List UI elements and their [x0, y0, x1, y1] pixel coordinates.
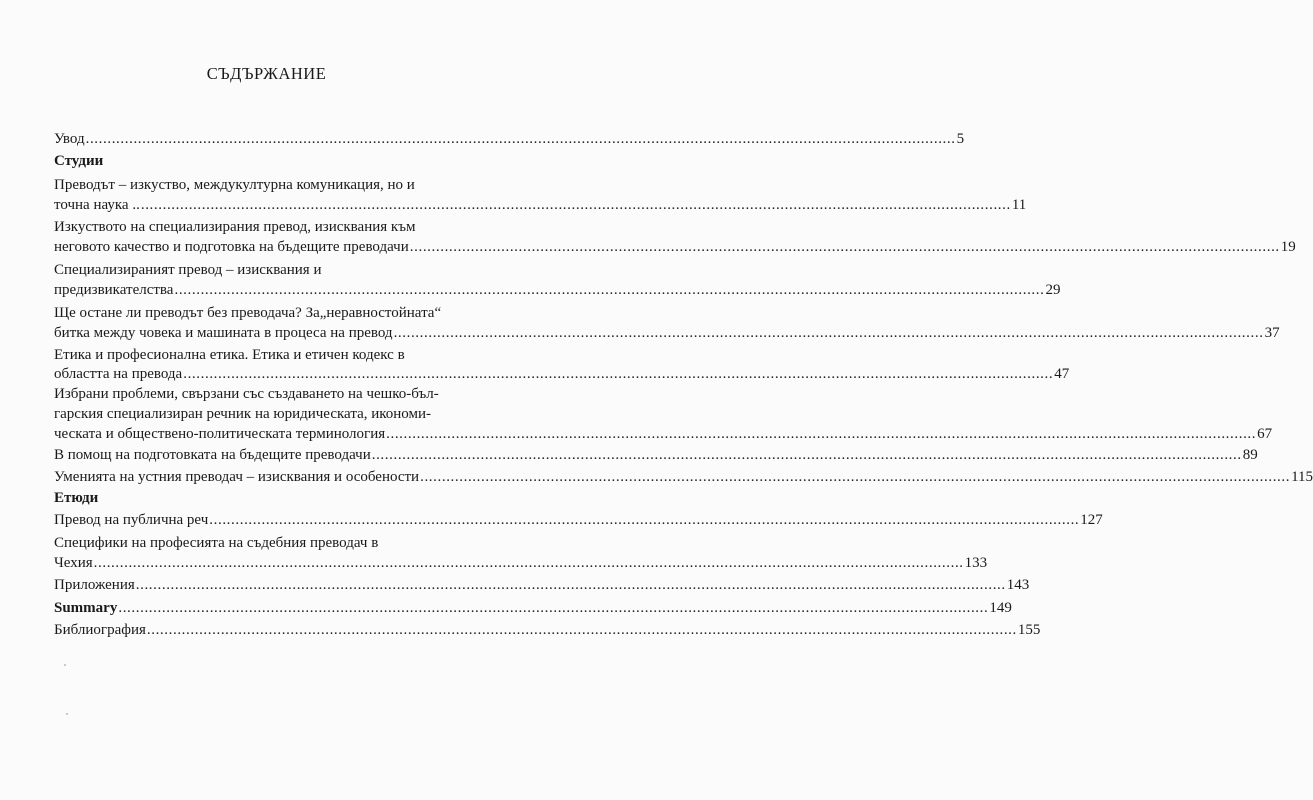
- entry-title: предизвикателства: [54, 282, 174, 298]
- page-number: 5: [956, 131, 965, 147]
- dot-leader: ........................................................................................................................................................................................................: [85, 131, 956, 147]
- page-number: 11: [1011, 197, 1027, 213]
- toc-entry-9[interactable]: [54, 511, 1103, 529]
- entry-title: областта на превода: [54, 366, 183, 382]
- page-number: 47: [1054, 366, 1070, 382]
- entry-title: Библиография: [54, 622, 146, 638]
- toc-entry-4[interactable]: [54, 324, 1280, 342]
- toc-entry-summary[interactable]: [54, 599, 1012, 617]
- entry-title: Summary: [54, 600, 118, 616]
- page-number: 29: [1045, 282, 1061, 298]
- dot-leader: ........................................................................................................................................................................................................: [174, 282, 1045, 298]
- dot-leader: ........................................................................................................................................................................................................: [135, 577, 1006, 593]
- dot-leader: ........................................................................................................................................................................................................: [183, 366, 1054, 382]
- toc-entry-1[interactable]: [54, 196, 1027, 214]
- entry-title: Чехия: [54, 555, 93, 571]
- page-number: 89: [1242, 447, 1258, 463]
- toc-entry-intro[interactable]: [54, 130, 965, 148]
- entry-title: Уменията на устния преводач – изисквания и особености: [54, 469, 420, 485]
- dot-leader: ........................................................................................................................................................................................................: [140, 197, 1011, 213]
- page-number: 143: [1006, 577, 1030, 593]
- scan-speck: [64, 664, 66, 666]
- toc-entry-8[interactable]: [54, 468, 1313, 486]
- toc-entry-4-line1[interactable]: Ще остане ли преводът без преводача? За„неравностойната“: [54, 305, 442, 321]
- page-number: 19: [1280, 239, 1296, 255]
- page-number: 37: [1264, 325, 1280, 341]
- scan-speck: [66, 713, 68, 715]
- dot-leader: ........................................................................................................................................................................................................: [420, 469, 1291, 485]
- page-number: 67: [1257, 426, 1273, 442]
- entry-title: Приложения: [54, 577, 135, 593]
- entry-title: битка между човека и машината в процеса на превод: [54, 325, 393, 341]
- toc-entry-7[interactable]: [54, 446, 1258, 464]
- toc-entry-5-line1[interactable]: Етика и професионална етика. Етика и етичен кодекс в: [54, 347, 405, 363]
- dot-leader: ........................................................................................................................................................................................................: [209, 512, 1080, 528]
- entry-title: Превод на публична реч: [54, 512, 209, 528]
- entry-title: Увод: [54, 131, 85, 147]
- page-number: 127: [1080, 512, 1103, 528]
- toc-entry-bibliography[interactable]: [54, 621, 1041, 639]
- toc-entry-2-line1[interactable]: Изкуството на специализирания превод, изисквания към: [54, 219, 416, 235]
- page-number: 115: [1291, 469, 1313, 485]
- toc-entry-5[interactable]: [54, 365, 1070, 383]
- dot-leader: ........................................................................................................................................................................................................: [386, 426, 1257, 442]
- toc-entry-6-line1[interactable]: Избрани проблеми, свързани със създаването на чешко-бъл-: [54, 386, 439, 402]
- entry-title: В помощ на подготовката на бъдещите преводачи: [54, 447, 371, 463]
- page-number: 133: [964, 555, 988, 571]
- toc-entry-10-line1[interactable]: Специфики на професията на съдебния преводач в: [54, 535, 379, 551]
- toc-entry-6[interactable]: [54, 425, 1273, 443]
- entry-title: ческата и обществено-политическата терминология: [54, 426, 386, 442]
- toc-entry-3[interactable]: [54, 281, 1061, 299]
- page-number: 149: [989, 600, 1012, 616]
- entry-title: точна наука ..: [54, 197, 140, 213]
- entry-title: неговото качество и подготовка на бъдещите преводачи: [54, 239, 409, 255]
- dot-leader: ........................................................................................................................................................................................................: [371, 447, 1242, 463]
- dot-leader: ........................................................................................................................................................................................................: [118, 600, 989, 616]
- toc-entry-appendix[interactable]: [54, 576, 1030, 594]
- toc-entry-3-line1[interactable]: Специализираният превод – изисквания и: [54, 262, 322, 278]
- page-title: СЪДЪРЖАНИЕ: [206, 64, 327, 83]
- dot-leader: ........................................................................................................................................................................................................: [93, 555, 964, 571]
- toc-entry-1-line1[interactable]: Преводът – изкуство, междукултурна комуникация, но и: [54, 177, 415, 193]
- page-number: 155: [1017, 622, 1041, 638]
- dot-leader: ........................................................................................................................................................................................................: [146, 622, 1017, 638]
- toc-entry-10[interactable]: [54, 554, 988, 572]
- toc-entry-6-line2[interactable]: гарския специализиран речник на юридическата, икономи-: [54, 406, 432, 422]
- section-heading-etudes: Етюди: [54, 490, 99, 506]
- section-heading-studies: Студии: [54, 153, 104, 169]
- dot-leader: ........................................................................................................................................................................................................: [409, 239, 1280, 255]
- toc-entry-2[interactable]: [54, 238, 1296, 256]
- dot-leader: ........................................................................................................................................................................................................: [393, 325, 1264, 341]
